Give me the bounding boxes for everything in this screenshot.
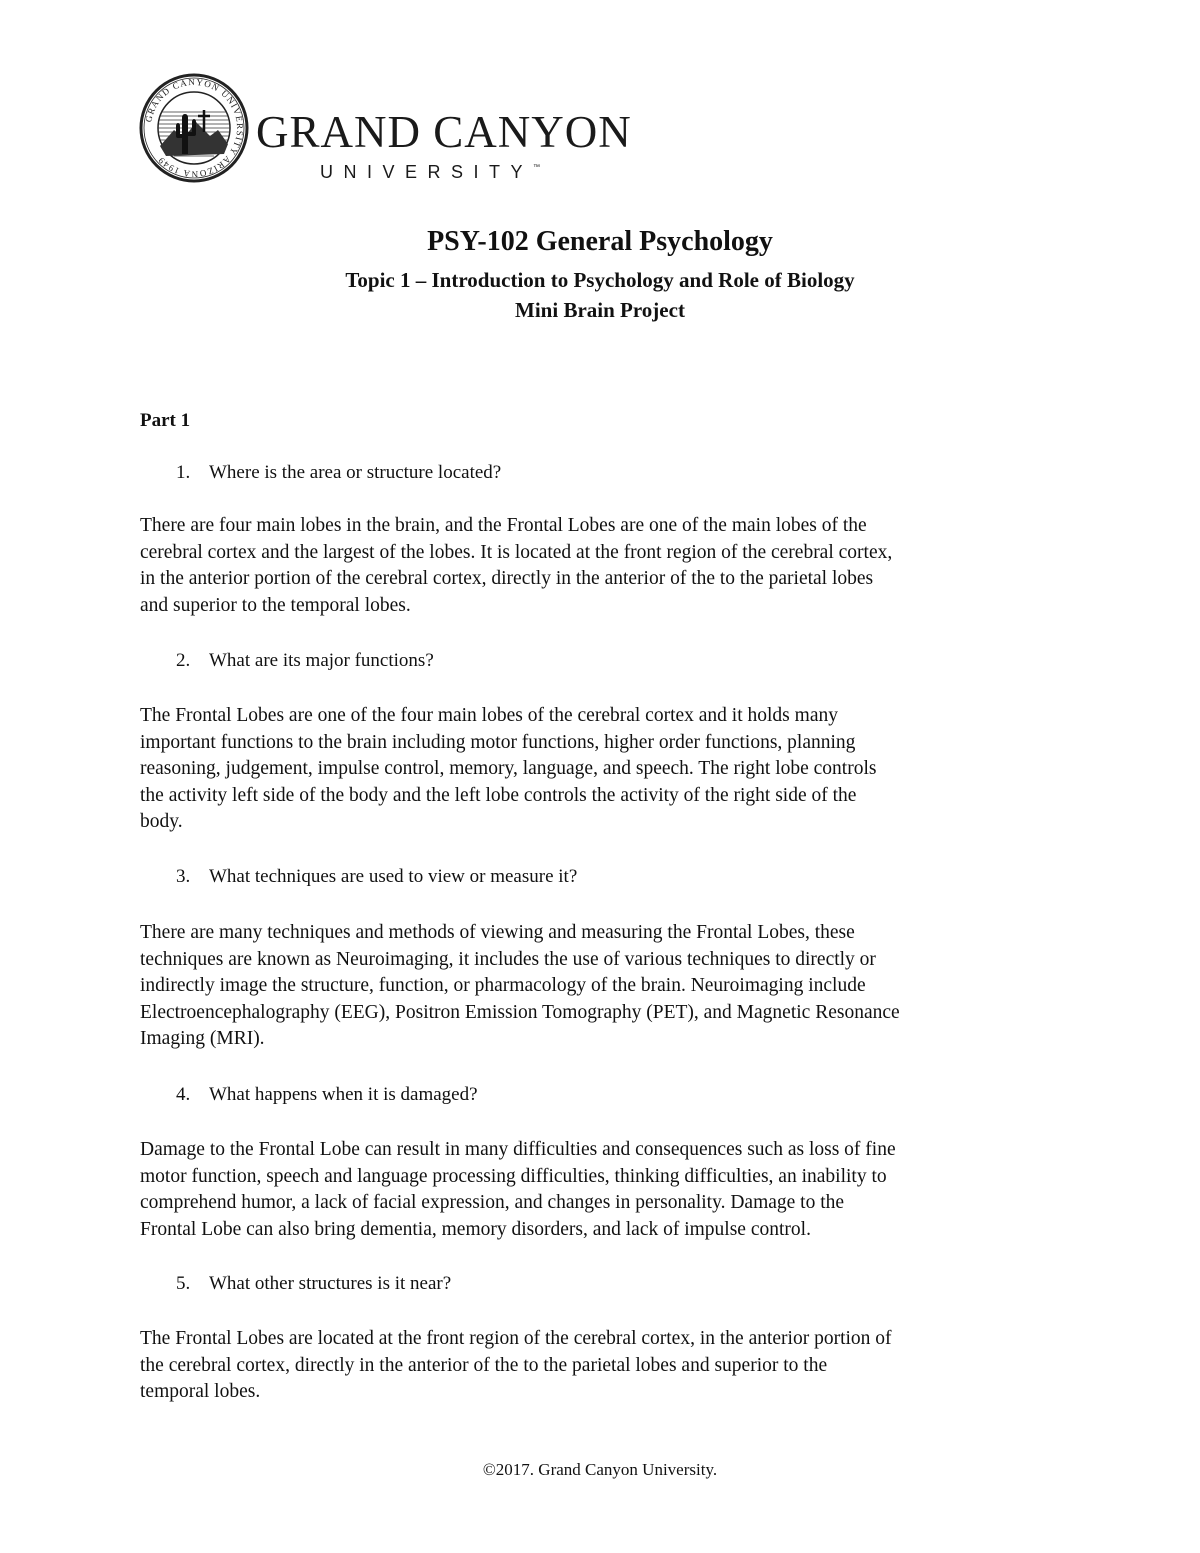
trademark-symbol: ™ xyxy=(533,164,541,171)
part-heading: Part 1 xyxy=(140,410,191,431)
question-text: What other structures is it near? xyxy=(209,1273,452,1294)
question-text: Where is the area or structure located? xyxy=(209,462,502,483)
answer-line: comprehend humor, a lack of facial expression, and changes in personality. Damage to the xyxy=(140,1192,845,1214)
answer-paragraph xyxy=(140,1137,1070,1243)
university-seal-icon xyxy=(138,72,250,184)
topic-title: Topic 1 – Introduction to Psychology and Role of Biology xyxy=(345,268,855,292)
answer-line: cerebral cortex and the largest of the lobes. It is located at the front region of the cerebral cortex, xyxy=(140,541,893,563)
university-logo xyxy=(138,70,632,192)
answer-line: temporal lobes. xyxy=(140,1381,261,1403)
answer-line: Frontal Lobe can also bring dementia, memory disorders, and lack of impulse control. xyxy=(140,1218,811,1240)
question-text: What techniques are used to view or measure it? xyxy=(209,866,578,887)
question-number: 2. xyxy=(176,650,191,671)
course-title: PSY-102 General Psychology xyxy=(427,226,773,257)
question-number: 1. xyxy=(176,462,191,483)
answer-line: the cerebral cortex, directly in the anterior of the to the parietal lobes and superior to the xyxy=(140,1354,828,1376)
question-item xyxy=(176,650,434,672)
answer-line: There are four main lobes in the brain, and the Frontal Lobes are one of the main lobes of the xyxy=(140,515,867,536)
answer-line: Imaging (MRI). xyxy=(140,1028,265,1050)
question-number: 3. xyxy=(176,866,191,887)
question-item xyxy=(176,866,577,888)
answer-line: important functions to the brain including motor functions, higher order functions, planning xyxy=(140,731,856,753)
answer-line: techniques are known as Neuroimaging, it includes the use of various techniques to directly or xyxy=(140,948,876,970)
question-number: 4. xyxy=(176,1084,191,1105)
answer-line: The Frontal Lobes are located at the front region of the cerebral cortex, in the anterior portion of xyxy=(140,1328,892,1349)
answer-line: The Frontal Lobes are one of the four main lobes of the cerebral cortex and it holds many xyxy=(140,705,838,726)
question-item xyxy=(176,1273,451,1295)
copyright-footer: ©2017. Grand Canyon University. xyxy=(482,1460,718,1479)
answer-line: body. xyxy=(140,811,183,833)
answer-line: There are many techniques and methods of viewing and measuring the Frontal Lobes, these xyxy=(140,922,855,943)
question-text: What are its major functions? xyxy=(209,650,434,671)
seal-ring-text: GRAND CANYON UNIVERSITY ARIZONA 1949 xyxy=(143,76,246,180)
wordmark-university: UNIVERSITY xyxy=(320,162,534,182)
question-item xyxy=(176,1084,478,1106)
answer-line: and superior to the temporal lobes. xyxy=(140,594,411,616)
answer-paragraph xyxy=(140,1326,1070,1406)
answer-line: reasoning, judgement, impulse control, memory, language, and speech. The right lobe controls xyxy=(140,758,877,780)
answer-paragraph xyxy=(140,703,1070,836)
answer-line: Electroencephalography (EEG), Positron Emission Tomography (PET), and Magnetic Resonance xyxy=(140,1001,900,1023)
question-item xyxy=(176,462,501,484)
project-title: Mini Brain Project xyxy=(515,298,685,322)
answer-paragraph xyxy=(140,513,1070,619)
answer-paragraph xyxy=(140,920,1070,1053)
answer-line: Damage to the Frontal Lobe can result in many difficulties and consequences such as loss of fine xyxy=(140,1139,896,1160)
answer-line: the activity left side of the body and the left lobe controls the activity of the right side of the xyxy=(140,784,857,806)
answer-line: motor function, speech and language processing difficulties, thinking difficulties, an inability to xyxy=(140,1165,887,1187)
answer-line: indirectly image the structure, function, or pharmacology of the brain. Neuroimaging include xyxy=(140,975,866,997)
answer-line: in the anterior portion of the cerebral cortex, directly in the anterior of the to the parietal lobes xyxy=(140,568,874,590)
wordmark-line-2 xyxy=(320,162,540,183)
wordmark-line-1: GRAND CANYON xyxy=(256,107,632,157)
question-text: What happens when it is damaged? xyxy=(209,1084,478,1105)
question-number: 5. xyxy=(176,1273,191,1294)
